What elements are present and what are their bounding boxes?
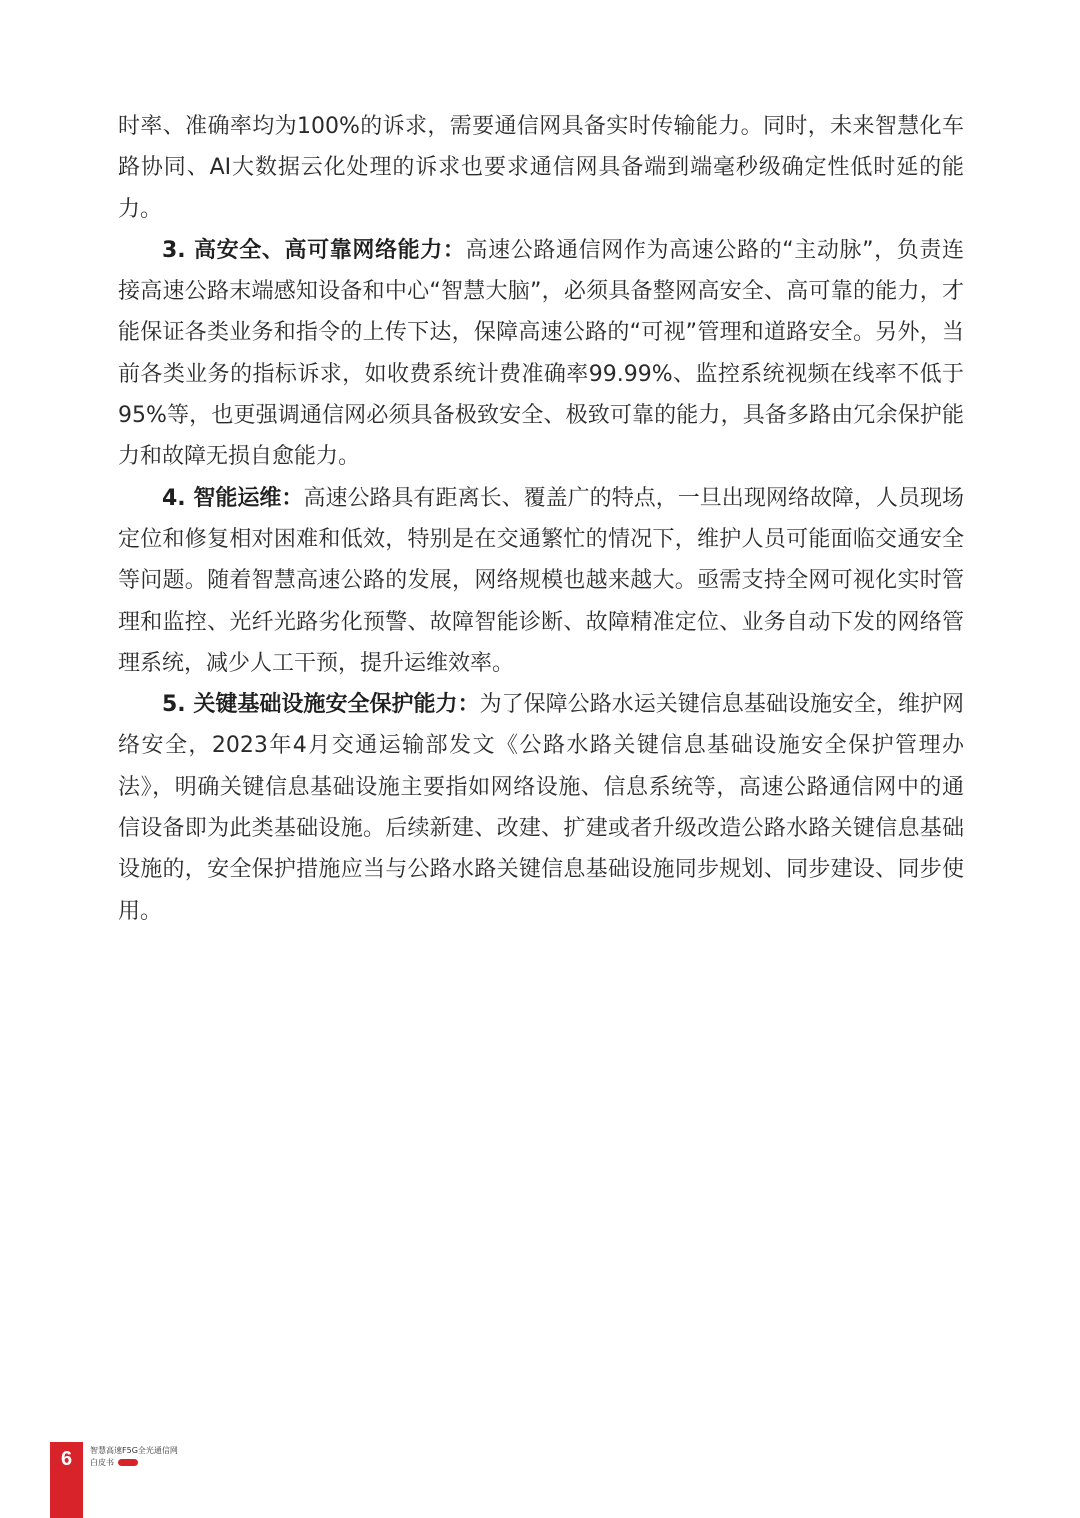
body-text bbox=[118, 106, 964, 932]
footer-document-title: 智慧高速F5G全光通信网 bbox=[90, 1446, 178, 1455]
paragraph-critical-infrastructure bbox=[118, 684, 964, 932]
footer-subtitle-text: 白皮书 bbox=[90, 1458, 114, 1467]
paragraph-heading: 3. 高安全、高可靠网络能力： bbox=[162, 237, 466, 263]
paragraph-high-security bbox=[118, 230, 964, 478]
paragraph-text: 高速公路通信网作为高速公路的“主动脉”，负责连接高速公路末端感知设备和中心“智慧大脑”，必须具备整网高安全、高可靠的能力，才能保证各类业务和指令的上传下达，保障高速公路的“可视”管理和道路安全。另外，当前各类业务的指标诉求，如收费系统计费准确率99.99%、监控系统视频在线率不低于95%等，也更强调通信网必须具备极致安全、极致可靠的能力，具备多路由冗余保护能力和故障无损自愈能力。 bbox=[118, 237, 964, 470]
paragraph-text: 为了保障公路水运关键信息基础设施安全，维护网络安全，2023年4月交通运输部发文《公路水路关键信息基础设施安全保护管理办法》，明确关键信息基础设施主要指如网络设施、信息系统等，高速公路通信网中的通信设备即为此类基础设施。后续新建、改建、扩建或者升级改造公路水路关键信息基础设施的，安全保护措施应当与公路水路关键信息基础设施同步规划、同步建设、同步使用。 bbox=[118, 692, 964, 924]
paragraph-text: 高速公路具有距离长、覆盖广的特点，一旦出现网络故障，人员现场定位和修复相对困难和低效，特别是在交通繁忙的情况下，维护人员可能面临交通安全等问题。随着智慧高速公路的发展，网络规模也越来越大。亟需支持全网可视化实时管理和监控、光纤光路劣化预警、故障智能诊断、故障精准定位、业务自动下发的网络管理系统，减少人工干预，提升运维效率。 bbox=[118, 485, 964, 676]
footer-badge-icon bbox=[118, 1459, 138, 1466]
page-number-tab bbox=[50, 1442, 83, 1518]
paragraph-heading: 4. 智能运维： bbox=[162, 485, 304, 511]
page-number: 6 bbox=[60, 1448, 73, 1470]
paragraph-smart-om bbox=[118, 478, 964, 684]
paragraph-heading: 5. 关键基础设施安全保护能力： bbox=[162, 692, 480, 718]
paragraph-continued bbox=[118, 106, 964, 230]
page-footer bbox=[50, 1442, 250, 1518]
paragraph-text: 时率、准确率均为100%的诉求，需要通信网具备实时传输能力。同时，未来智慧化车路协同、AI大数据云化处理的诉求也要求通信网具备端到端毫秒级确定性低时延的能力。 bbox=[118, 114, 964, 222]
footer-document-subtitle bbox=[90, 1457, 138, 1468]
